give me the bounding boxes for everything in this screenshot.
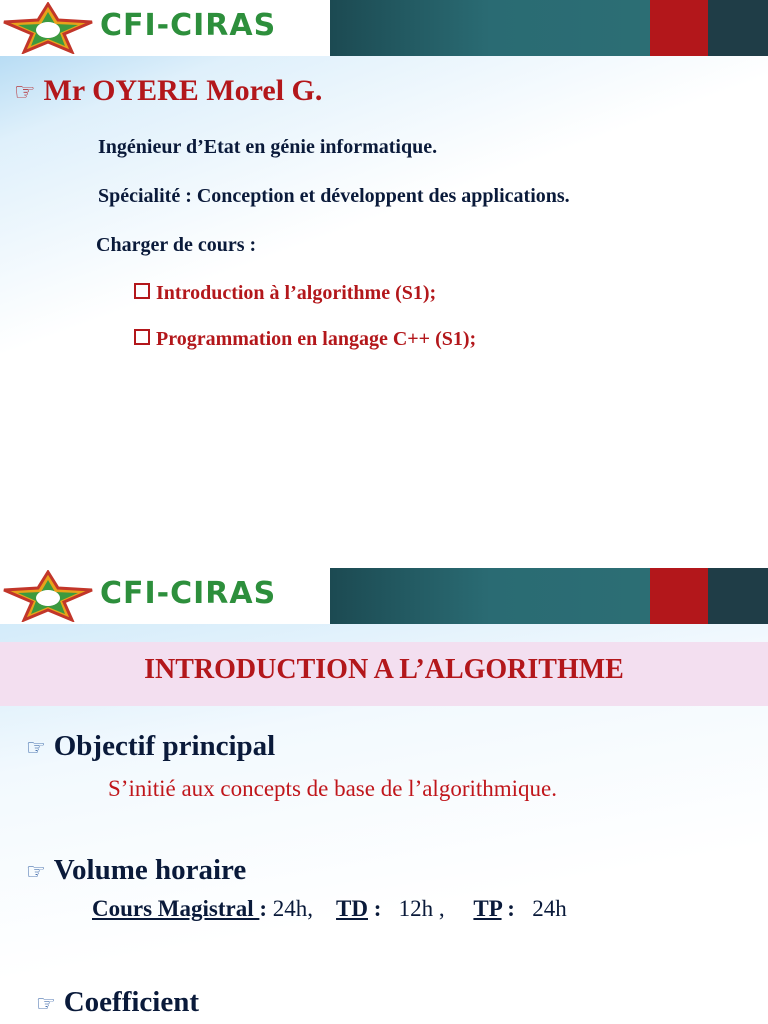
logo-area [0,568,330,624]
header-dark-bar [708,0,768,56]
coef-heading [36,986,199,1019]
courses-label: Charger de cours : [96,234,257,256]
td-label: TD [336,896,368,921]
objective-text: S’initié aux concepts de base de l’algorithmique. [108,776,558,801]
specialty-line: Spécialité : Conception et développent des applications. [98,185,570,207]
logo-area [0,0,330,56]
logo-text: CFI-CIRAS [100,8,277,43]
presenter-name: Mr OYERE Morel G. [43,74,323,107]
pointing-hand-icon: ☞ [26,860,46,885]
header-dark-bar [708,568,768,624]
tp-label: TP [473,896,502,921]
td-value: 12h , [398,896,445,921]
header-red-bar [650,568,708,624]
checkbox-bullet-icon [134,329,150,345]
volume-line: Cours Magistral : 24h, TD : 12h , TP : 24h [92,896,567,921]
volume-heading [26,854,246,887]
course-item-label: Introduction à l’algorithme (S1); [156,282,437,304]
objective-heading [26,730,275,763]
slide-header [0,0,768,56]
cm-value: 24h, [272,896,314,921]
slide-header [0,568,768,624]
logo-star-icon [2,570,94,622]
checkbox-bullet-icon [134,283,150,299]
pointing-hand-icon: ☞ [36,992,56,1017]
coef-heading-label: Coefficient [63,986,200,1018]
slide-2 [0,568,768,1024]
presenter-title [14,74,322,108]
header-red-bar [650,0,708,56]
tp-value: 24h [532,896,567,921]
pointing-hand-icon: ☞ [14,78,36,106]
logo-text: CFI-CIRAS [100,576,277,611]
course-item [134,328,476,351]
pointing-hand-icon: ☞ [26,736,46,761]
logo-star-icon [2,2,94,54]
volume-heading-label: Volume horaire [53,854,247,886]
objective-heading-label: Objectif principal [53,730,276,762]
header-teal-bar [330,0,650,56]
cm-label: Cours Magistral [92,896,260,921]
course-item-label: Programmation en langage C++ (S1); [156,328,477,350]
course-item [134,282,436,305]
banner-title: INTRODUCTION A L’ALGORITHME [144,654,624,685]
credential-line: Ingénieur d’Etat en génie informatique. [98,136,438,158]
header-teal-bar [330,568,650,624]
